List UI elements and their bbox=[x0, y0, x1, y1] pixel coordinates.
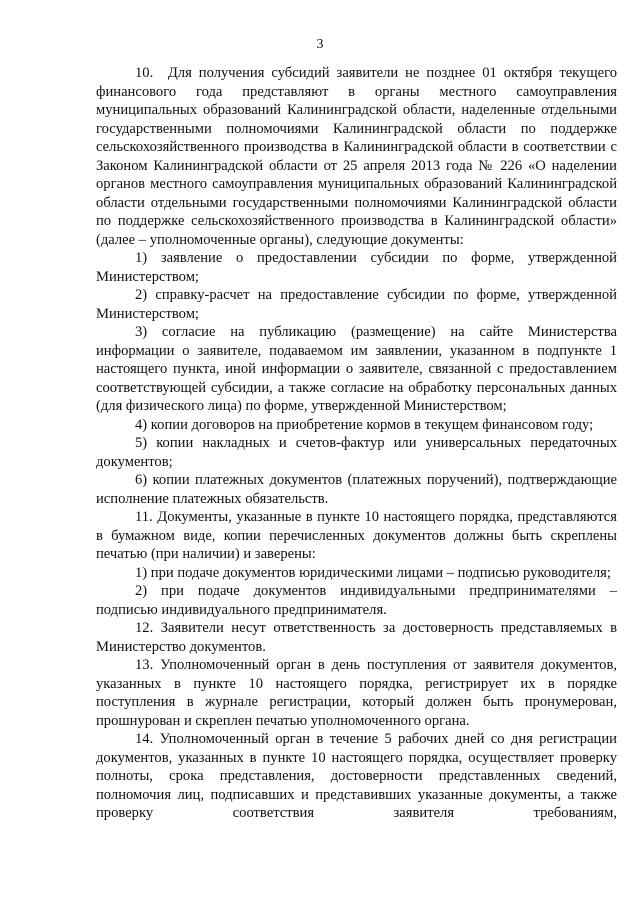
paragraph-11-item-1: 1) при подаче документов юридическими лицами – подписью руководителя; bbox=[135, 564, 611, 581]
paragraph-13: 13. Уполномоченный орган в день поступления от заявителя документов, указанных в пункте 10 настоящего порядка, регистрирует их в порядке поступления в журнале регистрации, который должен быть пронумерован, прошнурован и скреплен печатью уполномоченного органа. bbox=[96, 657, 617, 729]
paragraph-11-item-2: 2) при подаче документов индивидуальными предпринимателями – подписью индивидуального предпринимателя. bbox=[96, 583, 617, 618]
paragraph-14: 14. Уполномоченный орган в течение 5 рабочих дней со дня регистрации документов, указанных в пункте 10 настоящего порядка, осуществляет проверку полноты, срока представления, достоверности представленных сведений, полномочия лиц, подписавших и представивших указанные документы, а также проверку соответствия заявителя требованиям, bbox=[96, 731, 617, 821]
page-number: 3 bbox=[316, 37, 324, 52]
paragraph-10-item-4: 4) копии договоров на приобретение кормов в текущем финансовом году; bbox=[135, 416, 594, 433]
paragraph-10-item-2: 2) справку-расчет на предоставление субсидии по форме, утвержденной Министерством; bbox=[96, 287, 617, 322]
paragraph-10-item-3: 3) согласие на публикацию (размещение) на сайте Министерства информации о заявителе, подаваемом им заявлении, указанном в подпункте 1 настоящего пункта, иной информации о заявителе, связанной с предоставлением соответствующей субсидии, а также согласие на обработку персональных данных (для физического лица) по форме, утвержденной Министерством; bbox=[96, 324, 617, 414]
paragraph-12: 12. Заявители несут ответственность за достоверность представляемых в Министерство документов. bbox=[96, 620, 617, 655]
paragraph-10: 10. Для получения субсидий заявители не позднее 01 октября текущего финансового года представляют в органы местного самоуправления муниципальных образований Калининградской области, наделенные отдельными государственными полномочиями Калининградской области по поддержке сельскохозяйственного производства в Калининградской области в соответствии с Законом Калининградской области от 25 апреля 2013 года № 226 «О наделении органов местного самоуправления муниципальных образований Калининградской области отдельными государственными полномочиями Калининградской области по поддержке сельскохозяйственного производства в Калининградской области» (далее – уполномоченные органы), следующие документы: bbox=[96, 65, 617, 248]
paragraph-10-item-5: 5) копии накладных и счетов-фактур или универсальных передаточных документов; bbox=[96, 435, 617, 470]
paragraph-11: 11. Документы, указанные в пункте 10 настоящего порядка, представляются в бумажном виде, копии перечисленных документов должны быть скреплены печатью (при наличии) и заверены: bbox=[96, 509, 617, 562]
paragraph-10-item-6: 6) копии платежных документов (платежных поручений), подтверждающие исполнение платежных обязательств. bbox=[96, 472, 617, 507]
paragraph-10-item-1: 1) заявление о предоставлении субсидии по форме, утвержденной Министерством; bbox=[96, 250, 617, 285]
document-body bbox=[96, 64, 617, 823]
